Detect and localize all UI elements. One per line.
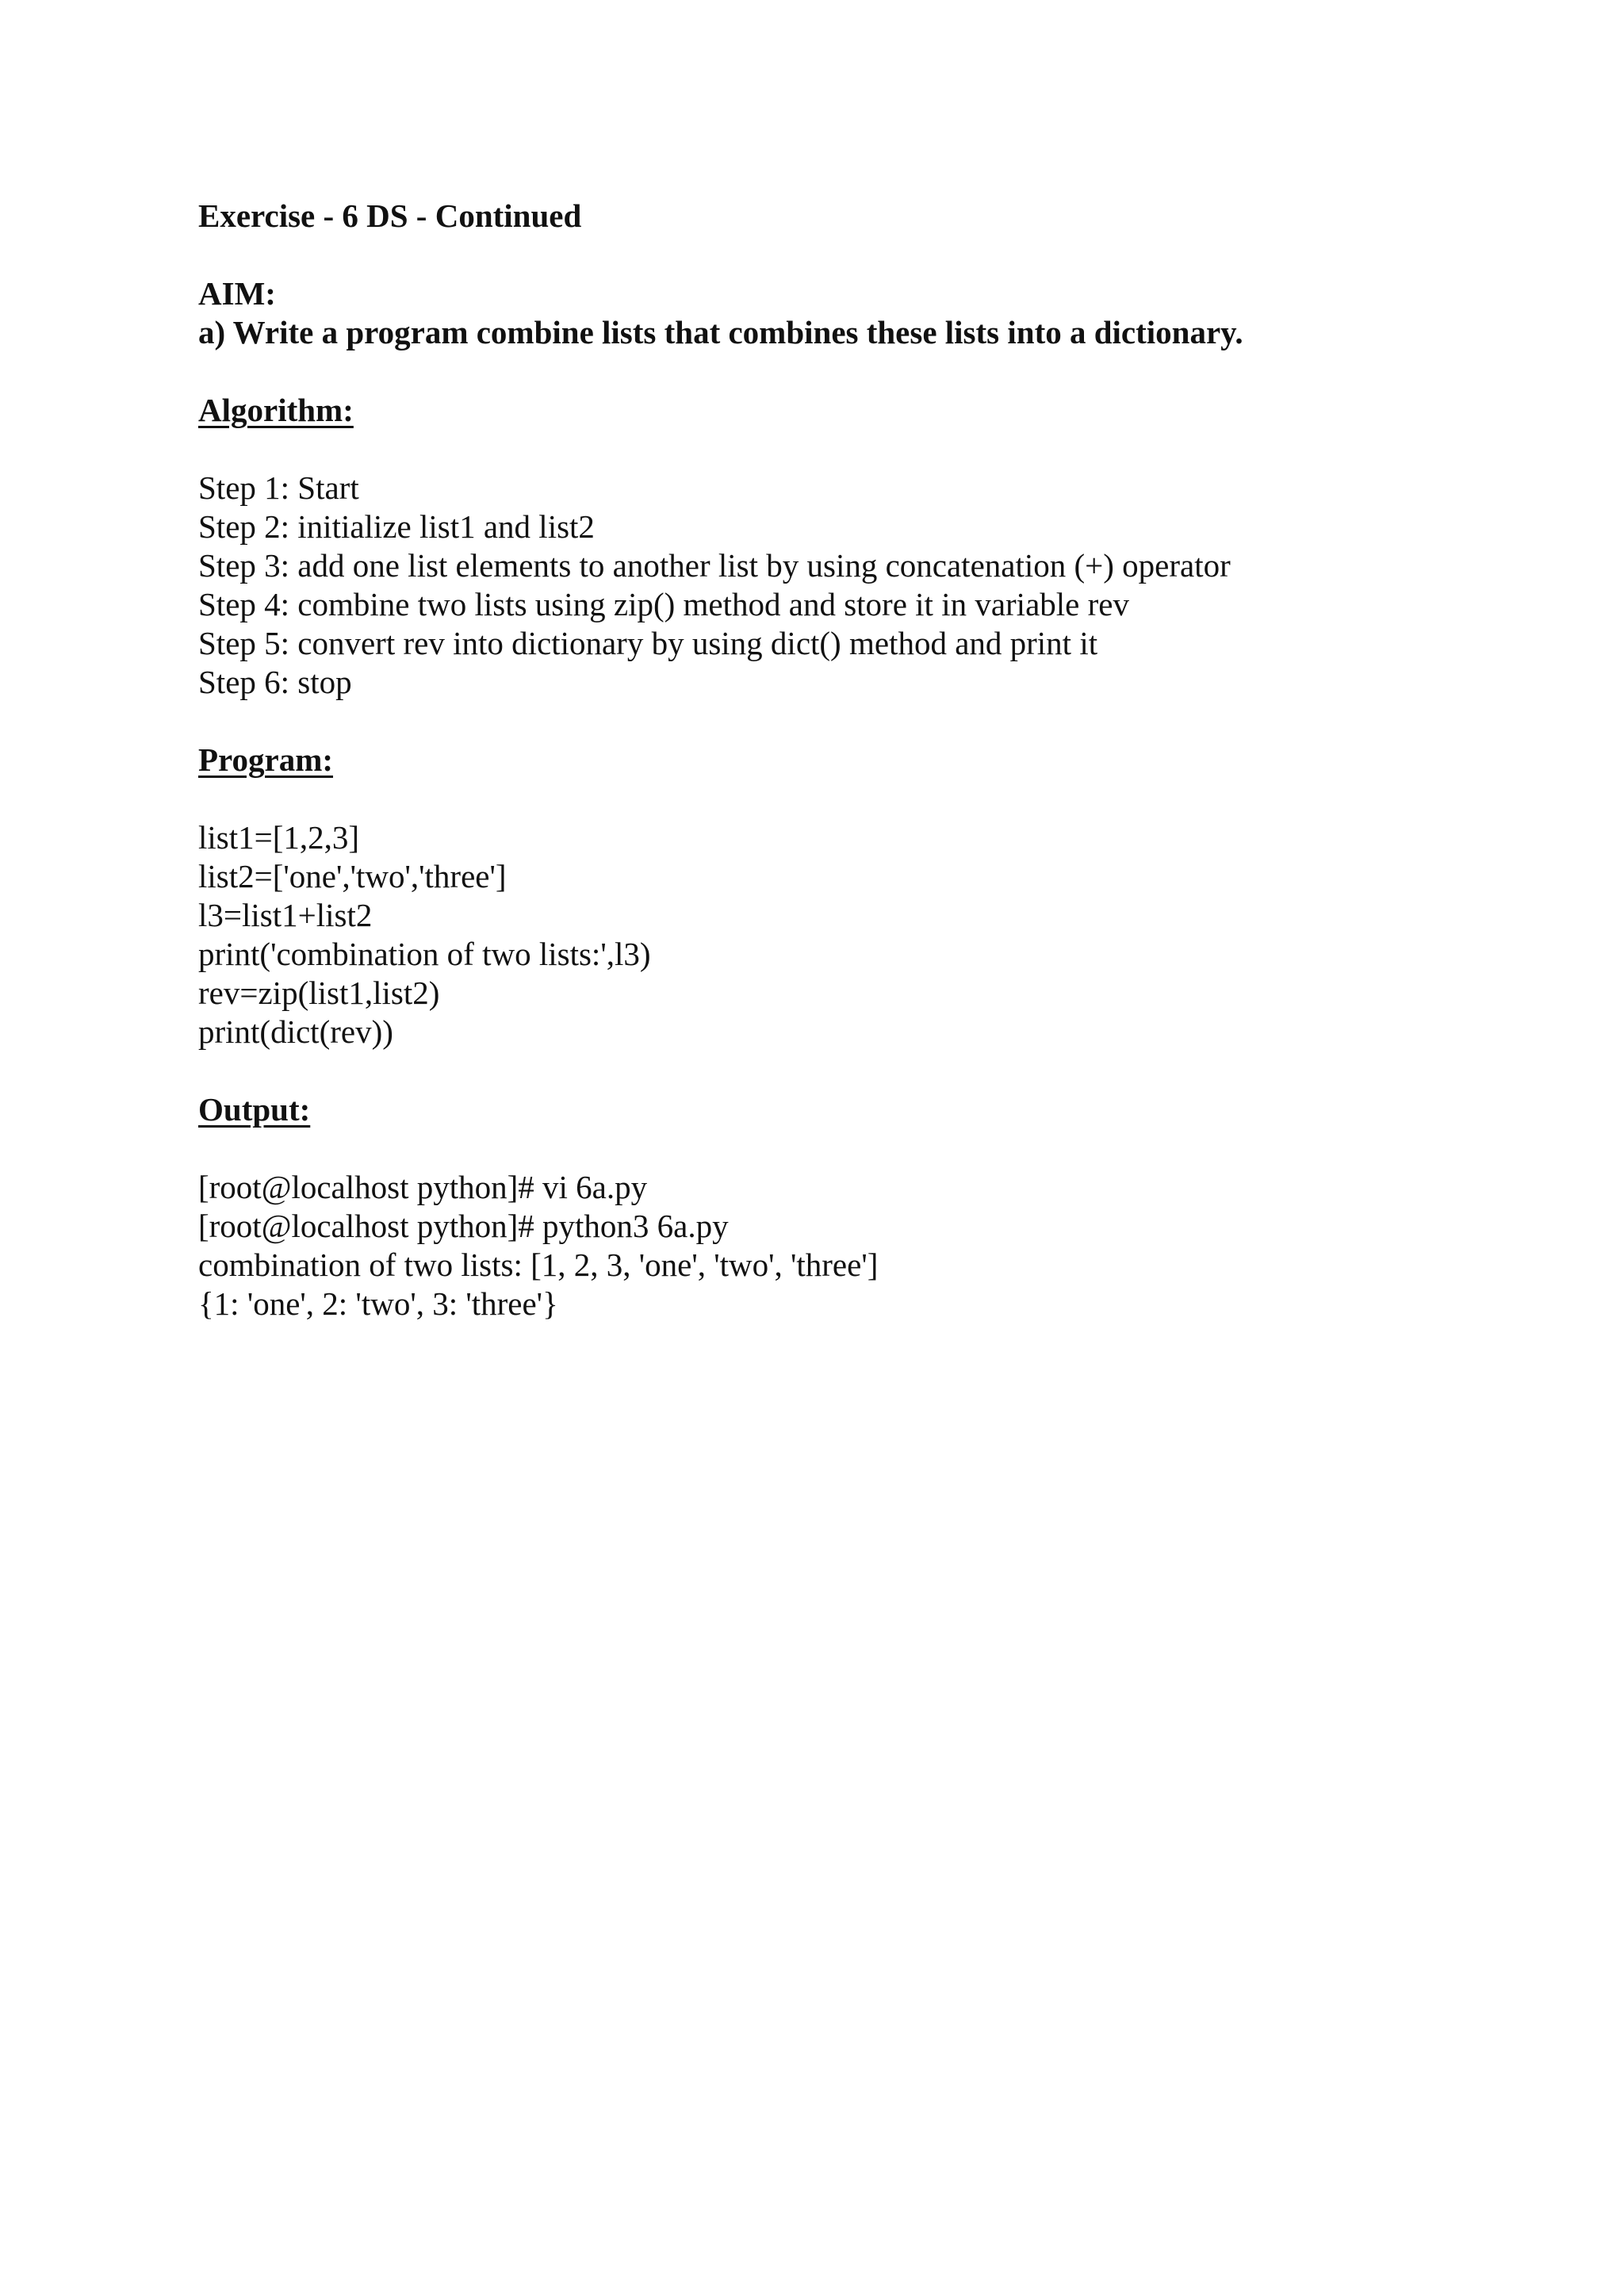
- spacer: [198, 1129, 1507, 1168]
- spacer: [198, 1051, 1507, 1090]
- program-heading: Program:: [198, 741, 334, 778]
- spacer: [198, 352, 1507, 391]
- code-line: l3=list1+list2: [198, 897, 373, 933]
- spacer: [198, 702, 1507, 741]
- code-line: print(dict(rev)): [198, 1013, 393, 1050]
- output-line: {1: 'one', 2: 'two', 3: 'three'}: [198, 1285, 558, 1322]
- algorithm-step: Step 4: combine two lists using zip() method and store it in variable rev: [198, 586, 1129, 622]
- aim-label: AIM:: [198, 275, 276, 312]
- algorithm-steps: [198, 469, 1507, 702]
- algorithm-step: Step 1: Start: [198, 469, 359, 506]
- algorithm-step: Step 5: convert rev into dictionary by using dict() method and print it: [198, 625, 1098, 661]
- code-line: print('combination of two lists:',l3): [198, 936, 651, 972]
- output-lines: [198, 1168, 1507, 1323]
- spacer: [198, 236, 1507, 274]
- code-line: list1=[1,2,3]: [198, 819, 360, 856]
- output-line: [root@localhost python]# vi 6a.py: [198, 1169, 648, 1205]
- spacer: [198, 430, 1507, 469]
- code-line: list2=['one','two','three']: [198, 858, 507, 894]
- exercise-title: Exercise - 6 DS - Continued: [198, 197, 582, 234]
- document-content: [198, 197, 1507, 1323]
- code-line: rev=zip(list1,list2): [198, 975, 440, 1011]
- aim-text: a) Write a program combine lists that combines these lists into a dictionary.: [198, 314, 1243, 350]
- output-line: [root@localhost python]# python3 6a.py: [198, 1208, 729, 1244]
- algorithm-step: Step 6: stop: [198, 664, 352, 700]
- algorithm-heading: Algorithm:: [198, 392, 354, 428]
- program-code: [198, 818, 1507, 1051]
- output-line: combination of two lists: [1, 2, 3, 'one', 'two', 'three']: [198, 1247, 879, 1283]
- algorithm-step: Step 2: initialize list1 and list2: [198, 508, 595, 545]
- algorithm-step: Step 3: add one list elements to another list by using concatenation (+) operator: [198, 547, 1231, 584]
- spacer: [198, 779, 1507, 818]
- output-heading: Output:: [198, 1091, 311, 1128]
